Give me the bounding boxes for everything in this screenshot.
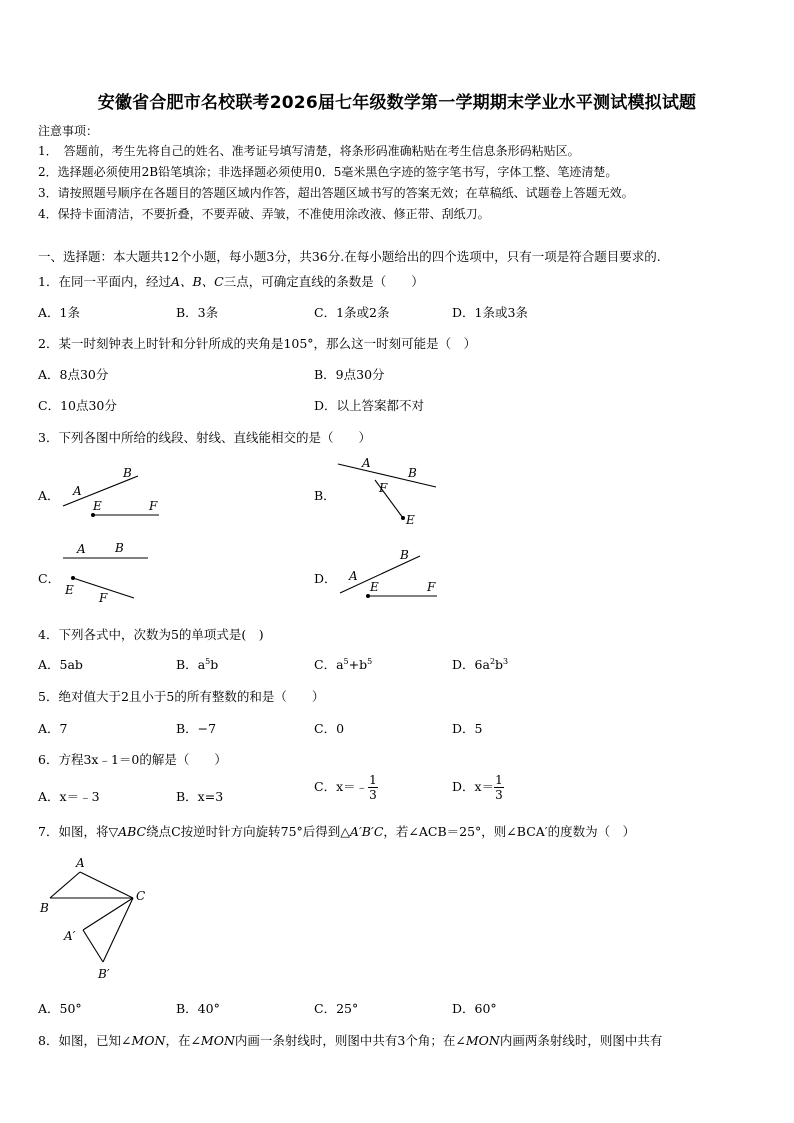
label-c: C <box>136 889 146 903</box>
fraction-numerator: 1 <box>369 773 377 787</box>
q1-stem-pre: 1．在同一平面内，经过 <box>38 274 171 289</box>
fraction <box>494 773 504 802</box>
segment-a2b2 <box>83 930 103 962</box>
notice-item: 3．请按照题号顺序在各题目的答题区域内作答，超出答题区域书写的答案无效；在草稿纸、试题卷上答题无效。 <box>38 186 634 200</box>
option-expr: a <box>197 657 206 672</box>
q4-option-c[interactable] <box>314 655 372 673</box>
q1-option-c[interactable]: C．1条或2条 <box>314 305 390 320</box>
label-b: B <box>115 541 124 555</box>
q3-option-a[interactable]: A． <box>38 488 60 503</box>
option-expr: b <box>210 657 219 672</box>
question-2-stem: 2．某一时刻钟表上时针和分针所成的夹角是105°，那么这一时刻可能是（ ） <box>38 336 477 351</box>
q7-stem-pre: 7．如图，将 <box>38 824 109 839</box>
q3-figure-c <box>55 538 155 606</box>
fraction-denominator: 3 <box>369 788 377 802</box>
q6-option-b[interactable]: B．x=3 <box>176 789 224 804</box>
q2-option-c[interactable]: C．10点30分 <box>38 398 117 413</box>
q7-stem-post: ，若∠ACB＝25°，则∠BCA′的度数为（ ） <box>383 824 636 839</box>
question-7-stem <box>38 822 635 840</box>
q7-figure <box>36 852 156 984</box>
point-e <box>401 516 405 520</box>
fraction <box>368 773 378 802</box>
q5-option-a[interactable]: A．7 <box>38 721 68 736</box>
option-expr: +b <box>348 657 368 672</box>
q7-triangle-1: ▽ABC <box>108 824 147 839</box>
label-b-prime: B′ <box>98 967 110 981</box>
q7-option-b[interactable]: B．40° <box>176 1001 220 1016</box>
q7-option-c[interactable]: C．25° <box>314 1001 359 1016</box>
label-e: E <box>406 513 415 527</box>
question-3-stem: 3．下列各图中所给的线段、射线、直线能相交的是（ ） <box>38 430 371 445</box>
q7-triangle-2: △A′B′C <box>340 824 384 839</box>
exponent: 5 <box>205 656 211 666</box>
label-f: F <box>99 591 108 605</box>
q8-stem-mid: ，在 <box>165 1033 191 1048</box>
label-a: A <box>73 484 82 498</box>
page-title: 安徽省合肥市名校联考2026届七年级数学第一学期期末学业水平测试模拟试题 <box>97 93 697 113</box>
q7-option-d[interactable]: D．60° <box>452 1001 497 1016</box>
label-e: E <box>93 499 102 513</box>
label-e: E <box>65 583 74 597</box>
option-expr: b <box>495 657 504 672</box>
segment-ab <box>50 872 80 898</box>
notice-item: 4．保持卡面清洁，不要折叠，不要弄破、弄皱，不准使用涂改液、修正带、刮纸刀。 <box>38 207 490 221</box>
q1-option-d[interactable]: D．1条或3条 <box>452 305 528 320</box>
notice-item: 1． 答题前，考生先将自己的姓名、准考证号填写清楚，将条形码准确粘贴在考生信息条形码粘贴区。 <box>38 144 580 158</box>
q4-option-b[interactable] <box>176 655 218 673</box>
q5-option-c[interactable]: C．0 <box>314 721 345 736</box>
q6-option-a[interactable]: A．x＝﹣3 <box>38 789 100 804</box>
q2-option-a[interactable]: A．8点30分 <box>38 367 109 382</box>
option-text: C．x＝﹣ <box>314 779 369 794</box>
q8-angle: ∠MON <box>190 1033 235 1048</box>
option-letter: D． <box>452 657 475 672</box>
label-e: E <box>370 580 379 594</box>
label-a: A <box>76 856 85 870</box>
section-heading: 一、选择题：本大题共12个小题，每小题3分，共36分.在每小题给出的四个选项中，只有一项是符合题目要求的. <box>38 249 661 264</box>
label-b: B <box>123 466 132 480</box>
point-e <box>91 513 95 517</box>
q8-angle: ∠MON <box>455 1033 500 1048</box>
q1-stem-vars: A、B、C <box>170 274 224 289</box>
q6-option-c[interactable] <box>314 773 378 802</box>
option-letter: A． <box>38 657 60 672</box>
option-letter: B． <box>176 657 198 672</box>
label-b: B <box>40 901 49 915</box>
q8-stem-mid2: 内画一条射线时，则图中共有3个角；在 <box>234 1033 456 1048</box>
q5-option-d[interactable]: D．5 <box>452 721 483 736</box>
q7-stem-mid: 绕点C按逆时针方向旋转75°后得到 <box>146 824 341 839</box>
q3-figure-b <box>330 454 445 530</box>
label-b: B <box>408 466 417 480</box>
fraction-numerator: 1 <box>495 773 503 787</box>
exponent: 5 <box>343 656 349 666</box>
q8-angle: ∠MON <box>120 1033 166 1048</box>
point-e <box>71 576 75 580</box>
label-f: F <box>149 499 158 513</box>
q3-option-b[interactable]: B． <box>314 488 336 503</box>
q1-option-a[interactable]: A．1条 <box>38 305 80 320</box>
point-e <box>366 594 370 598</box>
q3-figure-a <box>55 458 175 520</box>
q4-option-a[interactable] <box>38 655 83 673</box>
q8-stem-post: 内画两条射线时，则图中共有 <box>499 1033 663 1048</box>
notice-item: 2．选择题必须使用2B铅笔填涂；非选择题必须使用0．5毫米黑色字迹的签字笔书写，字体工整、笔迹清楚。 <box>38 165 618 179</box>
q5-option-b[interactable]: B．−7 <box>176 721 217 736</box>
question-4-stem: 4．下列各式中，次数为5的单项式是( ) <box>38 627 264 642</box>
question-1-stem <box>38 272 424 290</box>
option-expr: 5ab <box>59 657 83 672</box>
label-b: B <box>400 548 409 562</box>
exponent: 2 <box>489 656 496 666</box>
label-a: A <box>349 569 358 583</box>
q6-option-d[interactable] <box>452 773 504 802</box>
q2-option-b[interactable]: B．9点30分 <box>314 367 385 382</box>
label-f: F <box>379 481 388 495</box>
question-6-stem: 6．方程3x﹣1＝0的解是（ ） <box>38 752 227 767</box>
question-8-stem <box>38 1031 662 1049</box>
option-expr: a <box>336 657 344 672</box>
option-expr: 6a <box>474 657 490 672</box>
q1-option-b[interactable]: B．3条 <box>176 305 219 320</box>
option-letter: C． <box>314 657 337 672</box>
label-a: A <box>362 456 371 470</box>
q3-option-c[interactable]: C． <box>38 571 61 586</box>
label-a: A <box>77 542 86 556</box>
q3-figure-d <box>332 544 444 602</box>
q2-option-d[interactable]: D．以上答案都不对 <box>314 398 425 413</box>
exponent: 5 <box>367 656 373 666</box>
q3-option-d[interactable]: D． <box>314 571 337 586</box>
fraction-denominator: 3 <box>495 788 503 802</box>
question-5-stem: 5．绝对值大于2且小于5的所有整数的和是（ ） <box>38 689 325 704</box>
notice-heading: 注意事项： <box>38 124 99 138</box>
q8-stem-pre: 8．如图，已知 <box>38 1033 121 1048</box>
segment-ac <box>80 872 133 898</box>
exponent: 3 <box>503 656 509 666</box>
label-f: F <box>427 580 436 594</box>
q1-stem-post: 三点，可确定直线的条数是（ ） <box>223 274 424 289</box>
q4-option-d[interactable] <box>452 655 508 673</box>
option-text: D．x＝ <box>452 779 495 794</box>
label-a-prime: A′ <box>64 929 76 943</box>
q7-option-a[interactable]: A．50° <box>38 1001 82 1016</box>
